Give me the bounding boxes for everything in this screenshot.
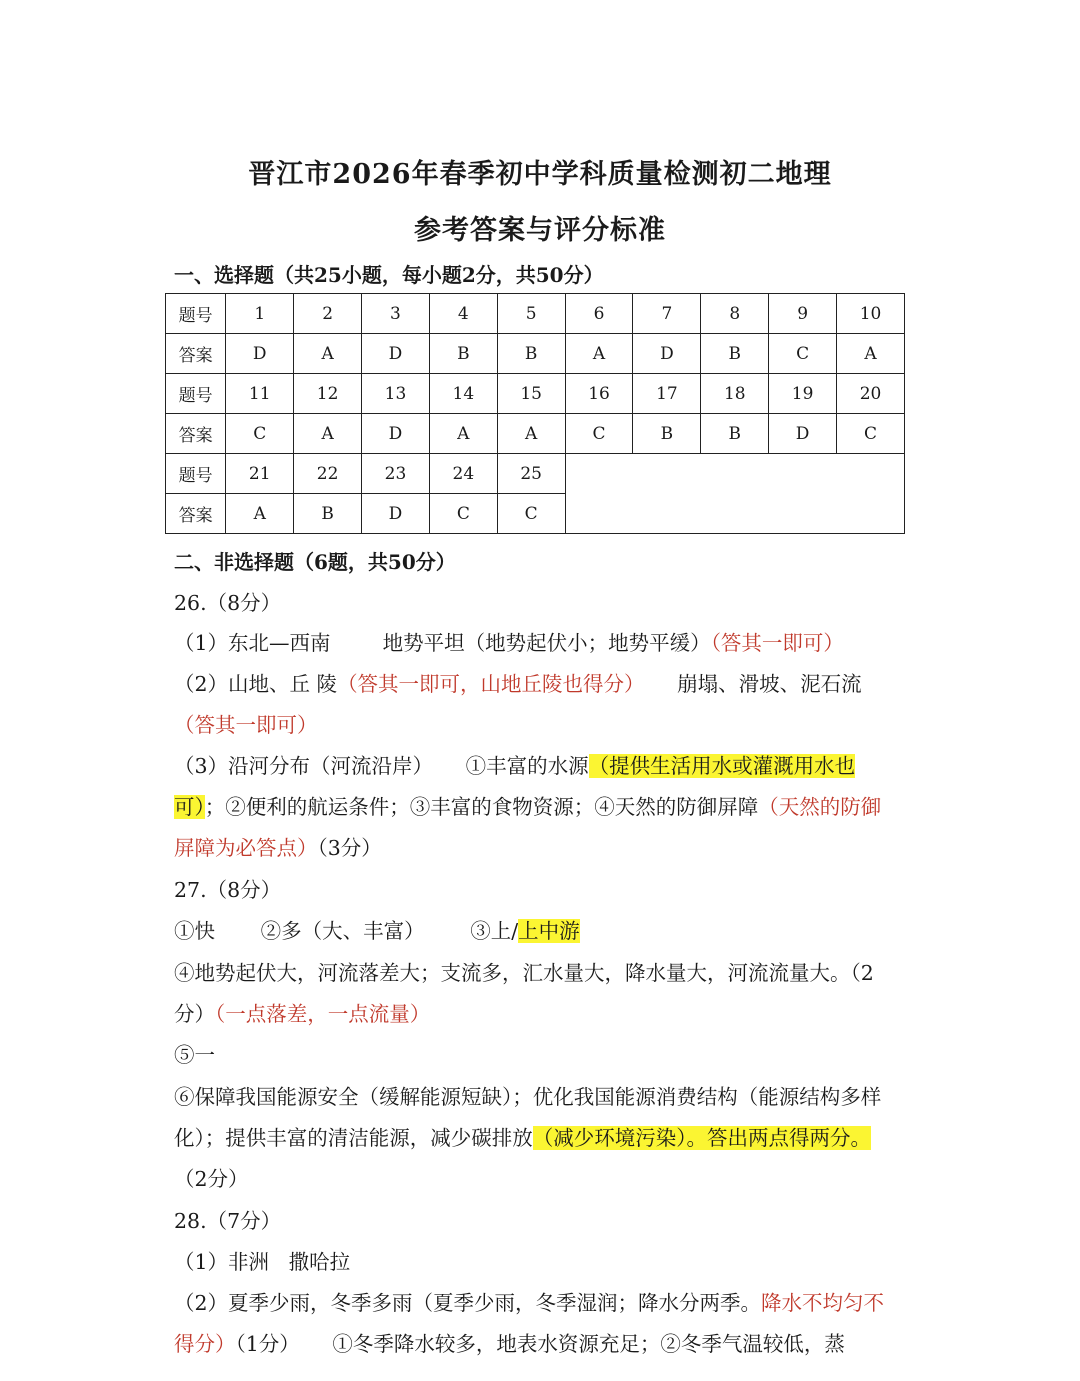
table-row bbox=[166, 334, 905, 374]
row-label: 题号 bbox=[166, 454, 226, 494]
question-number: 23 bbox=[362, 454, 430, 494]
question-number: 15 bbox=[497, 374, 565, 414]
row-label: 题号 bbox=[166, 374, 226, 414]
answer-cell: D bbox=[769, 414, 837, 454]
answer-cell: D bbox=[633, 334, 701, 374]
q26-line: （3）沿河分布（河流沿岸） ①丰富的水源（提供生活用水或灌溉用水也 bbox=[174, 754, 856, 778]
table-row bbox=[166, 294, 905, 334]
q27-line: ①快 ②多（大、丰富） ③上/上中游 bbox=[174, 919, 580, 943]
answer-cell: B bbox=[294, 494, 362, 534]
question-number: 11 bbox=[226, 374, 294, 414]
question-number: 21 bbox=[226, 454, 294, 494]
highlighted-text: （减少环境污染）。答出两点得两分。 bbox=[532, 1126, 871, 1150]
question-number: 17 bbox=[633, 374, 701, 414]
question-number: 4 bbox=[429, 294, 497, 334]
question-number: 18 bbox=[701, 374, 769, 414]
row-label: 答案 bbox=[166, 334, 226, 374]
section-heading-choice: 一、选择题（共25小题，每小题2分，共50分） bbox=[174, 263, 604, 287]
row-label: 答案 bbox=[166, 414, 226, 454]
highlighted-text: （提供生活用水或灌溉用水也 bbox=[588, 754, 856, 778]
document-subtitle: 参考答案与评分标准 bbox=[414, 215, 666, 246]
question-number: 5 bbox=[497, 294, 565, 334]
answer-cell: B bbox=[497, 334, 565, 374]
q28-line: （2）夏季少雨，冬季多雨（夏季少雨，冬季湿润；降水分两季。降水不均匀不 bbox=[174, 1291, 885, 1315]
answer-cell: A bbox=[565, 334, 633, 374]
question-number: 10 bbox=[837, 294, 905, 334]
question-number: 2 bbox=[294, 294, 362, 334]
q27-line: 分）（一点落差，一点流量） bbox=[174, 1002, 431, 1026]
answer-cell: C bbox=[429, 494, 497, 534]
question-number: 14 bbox=[429, 374, 497, 414]
highlighted-text: 上中游 bbox=[518, 919, 580, 943]
answer-cell: C bbox=[837, 414, 905, 454]
answer-cell: B bbox=[701, 414, 769, 454]
question-number: 25 bbox=[497, 454, 565, 494]
question-number: 1 bbox=[226, 294, 294, 334]
q26-line: （答其一即可） bbox=[174, 713, 318, 737]
q28-heading: 28.（7分） bbox=[174, 1209, 282, 1233]
empty-table-area bbox=[565, 454, 904, 534]
answer-cell: A bbox=[226, 494, 294, 534]
highlighted-text: 可） bbox=[174, 795, 205, 819]
q27-line: ⑤一 bbox=[174, 1043, 215, 1067]
row-label: 题号 bbox=[166, 294, 226, 334]
answer-cell: D bbox=[226, 334, 294, 374]
answer-cell: B bbox=[701, 334, 769, 374]
q26-line: （2）山地、丘 陵（答其一即可，山地丘陵也得分） 崩塌、滑坡、泥石流 bbox=[174, 672, 862, 696]
q27-line: 化）；提供丰富的清洁能源，减少碳排放（减少环境污染）。答出两点得两分。 bbox=[174, 1126, 871, 1150]
question-number: 24 bbox=[429, 454, 497, 494]
answer-table bbox=[165, 293, 905, 534]
table-row bbox=[166, 414, 905, 454]
answer-cell: A bbox=[429, 414, 497, 454]
answer-cell: B bbox=[633, 414, 701, 454]
answer-cell: A bbox=[294, 334, 362, 374]
answer-cell: C bbox=[565, 414, 633, 454]
answer-cell: D bbox=[362, 414, 430, 454]
q26-line: （1）东北—西南 地势平坦（地势起伏小；地势平缓）（答其一即可） bbox=[174, 631, 844, 655]
answer-cell: B bbox=[429, 334, 497, 374]
answer-cell: A bbox=[294, 414, 362, 454]
row-label: 答案 bbox=[166, 494, 226, 534]
answer-cell: A bbox=[497, 414, 565, 454]
question-number: 9 bbox=[769, 294, 837, 334]
question-number: 13 bbox=[362, 374, 430, 414]
answer-cell: D bbox=[362, 494, 430, 534]
document-title: 晋江市2026年春季初中学科质量检测初二地理 bbox=[248, 159, 832, 190]
answer-cell: D bbox=[362, 334, 430, 374]
q27-line: ④地势起伏大，河流落差大；支流多，汇水量大，降水量大，河流流量大。（2 bbox=[174, 961, 874, 985]
q28-line: （1）非洲 撒哈拉 bbox=[174, 1250, 351, 1274]
q27-heading: 27.（8分） bbox=[174, 878, 282, 902]
question-number: 7 bbox=[633, 294, 701, 334]
q26-heading: 26.（8分） bbox=[174, 591, 282, 615]
answer-cell: A bbox=[837, 334, 905, 374]
question-number: 20 bbox=[837, 374, 905, 414]
question-number: 6 bbox=[565, 294, 633, 334]
answer-cell: C bbox=[226, 414, 294, 454]
answer-cell: C bbox=[769, 334, 837, 374]
question-number: 8 bbox=[701, 294, 769, 334]
section-heading-nonchoice: 二、非选择题（6题，共50分） bbox=[174, 550, 456, 574]
q28-line: 得分）（1分） ①冬季降水较多，地表水资源充足；②冬季气温较低，蒸 bbox=[174, 1332, 845, 1356]
question-number: 12 bbox=[294, 374, 362, 414]
question-number: 3 bbox=[362, 294, 430, 334]
q27-line: （2分） bbox=[174, 1167, 249, 1191]
question-number: 19 bbox=[769, 374, 837, 414]
question-number: 22 bbox=[294, 454, 362, 494]
answer-cell: C bbox=[497, 494, 565, 534]
table-row bbox=[166, 374, 905, 414]
table-row bbox=[166, 454, 905, 494]
q26-line: 屏障为必答点）（3分） bbox=[174, 836, 382, 860]
q26-line: 可）；②便利的航运条件；③丰富的食物资源；④天然的防御屏障（天然的防御 bbox=[174, 795, 882, 819]
question-number: 16 bbox=[565, 374, 633, 414]
q27-line: ⑥保障我国能源安全（缓解能源短缺）；优化我国能源消费结构（能源结构多样 bbox=[174, 1085, 882, 1109]
